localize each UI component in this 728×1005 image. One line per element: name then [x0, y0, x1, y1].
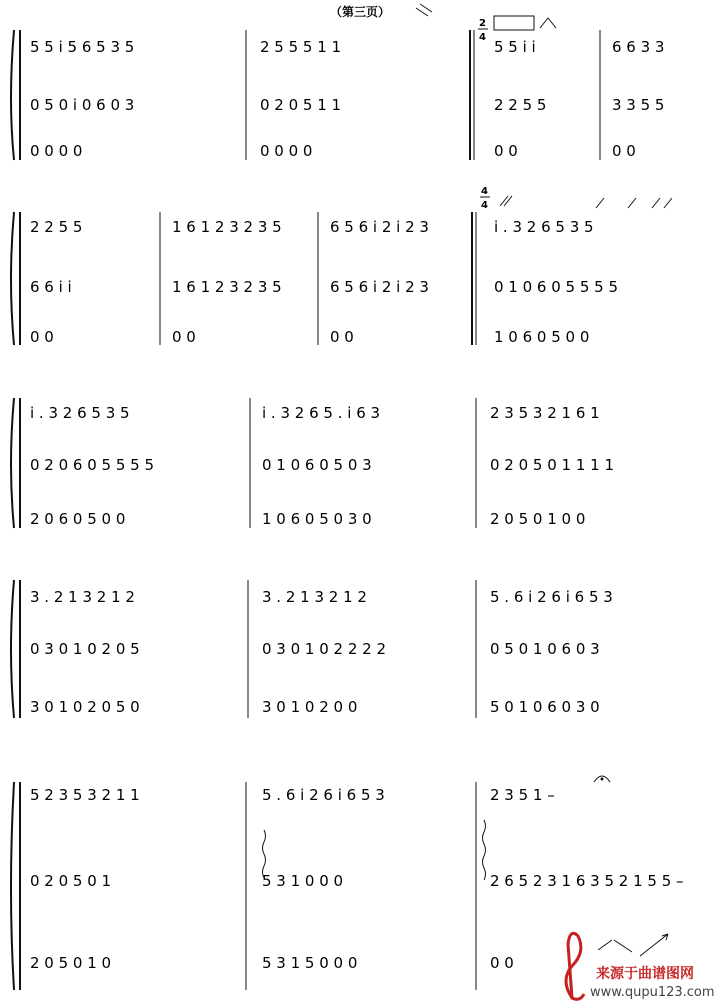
notation-line: i . 3 2 6 5 . i 6 3: [262, 404, 381, 422]
notation-line: 2 0 5 0 1 0 0: [490, 510, 586, 528]
notation-line: 0 0 0 0: [30, 142, 83, 160]
notation-line: 2 3 5 3 2 1 6 1: [490, 404, 600, 422]
notation-line: 0 0 0 0: [260, 142, 313, 160]
notation-line: 0 0: [490, 954, 514, 972]
notation-line: 5 . 6 i 2 6 i 6 5 3: [490, 588, 613, 606]
fermata-dot: [601, 778, 604, 781]
system-brace: [11, 782, 14, 990]
notation-line: i . 3 2 6 5 3 5: [30, 404, 130, 422]
notation-line: 3 . 2 1 3 2 1 2: [262, 588, 367, 606]
notation-line: 0 0: [172, 328, 196, 346]
notation-line: 0 1 0 6 0 5 5 5 5: [494, 278, 619, 296]
notation-line: 6 6 i i: [30, 278, 72, 296]
system-brace: [11, 580, 14, 718]
notation-line: 3 0 1 0 2 0 0: [262, 698, 358, 716]
notation-line: 2 5 5 5 1 1: [260, 38, 342, 56]
system-brace: [11, 212, 14, 345]
notation-line: 5 2 3 5 3 2 1 1: [30, 786, 140, 804]
notation-line: 3 0 1 0 2 0 5 0: [30, 698, 140, 716]
arpeggio-icon: [483, 820, 486, 880]
slash-mark-icon: [416, 4, 432, 16]
notation-line: 0 5 0 i 0 6 0 3: [30, 96, 135, 114]
system-brace: [11, 30, 14, 160]
notation-line: 0 3 0 1 0 2 0 5: [30, 640, 140, 658]
watermark: [566, 933, 715, 1000]
notation-line: 1 6 1 2 3 2 3 5: [172, 278, 282, 296]
notation-line: 0 0: [494, 142, 518, 160]
notation-line: 2 2 5 5: [494, 96, 547, 114]
arpeggio-icon: [263, 830, 266, 878]
notation-line: 2 0 5 0 1 0: [30, 954, 112, 972]
notation-line: 5 3 1 0 0 0: [262, 872, 344, 890]
notation-line: 5 . 6 i 2 6 i 6 5 3: [262, 786, 385, 804]
watermark-url: www.qupu123.com: [590, 985, 715, 1000]
notation-line: 2 3 5 1 –: [490, 786, 555, 804]
notation-line: 3 3 5 5: [612, 96, 665, 114]
glissando-arrows-icon: [598, 934, 668, 956]
bracket-box: [494, 16, 534, 30]
notation-line: 0 2 0 5 0 1: [30, 872, 112, 890]
notation-line: 1 0 6 0 5 0 3 0: [262, 510, 372, 528]
notation-line: 0 2 0 6 0 5 5 5 5: [30, 456, 155, 474]
notation-line: 1 6 1 2 3 2 3 5: [172, 218, 282, 236]
notation-line: 2 2 5 5: [30, 218, 83, 236]
notation-line: 3 . 2 1 3 2 1 2: [30, 588, 135, 606]
treble-clef-logo-icon: [566, 933, 584, 999]
notation-line: 2 6 5 2 3 1 6 3 5 2 1 5 5 –: [490, 872, 684, 890]
notation-line: 0 0: [612, 142, 636, 160]
notation-line: 5 5 i i: [494, 38, 536, 56]
time-signature-bottom: 4: [479, 32, 486, 43]
notation-line: 5 0 1 0 6 0 3 0: [490, 698, 600, 716]
notation-line: 0 2 0 5 1 1: [260, 96, 342, 114]
ornament-slashes-icon: [500, 196, 672, 208]
notation-line: 0 0: [330, 328, 354, 346]
time-signature-top: 2: [479, 18, 486, 29]
notation-line: 6 6 3 3: [612, 38, 665, 56]
notation-line: 0 1 0 6 0 5 0 3: [262, 456, 372, 474]
notation-line: 0 2 0 5 0 1 1 1 1: [490, 456, 615, 474]
system-brace: [11, 398, 14, 528]
accent-mark-icon: [540, 18, 556, 28]
notation-line: 6 5 6 i 2 i 2 3: [330, 278, 429, 296]
system-3: [11, 398, 614, 528]
notation-line: 0 3 0 1 0 2 2 2 2: [262, 640, 387, 658]
system-4: [11, 580, 613, 718]
system-5: [11, 776, 684, 990]
notation-line: 0 0: [30, 328, 54, 346]
notation-line: 5 3 1 5 0 0 0: [262, 954, 358, 972]
page-title: （第三页）: [330, 5, 391, 19]
notation-line: 6 5 6 i 2 i 2 3: [330, 218, 429, 236]
notation-line: 2 0 6 0 5 0 0: [30, 510, 126, 528]
time-signature-bottom: 4: [481, 200, 488, 211]
system-2: [11, 186, 672, 346]
time-signature-top: 4: [481, 186, 488, 197]
notation-line: 5 5 i 5 6 5 3 5: [30, 38, 135, 56]
notation-line: i . 3 2 6 5 3 5: [494, 218, 594, 236]
notation-line: 0 5 0 1 0 6 0 3: [490, 640, 600, 658]
watermark-site-name: 来源于曲谱图网: [596, 966, 694, 982]
system-1: [11, 4, 664, 160]
notation-line: 1 0 6 0 5 0 0: [494, 328, 590, 346]
